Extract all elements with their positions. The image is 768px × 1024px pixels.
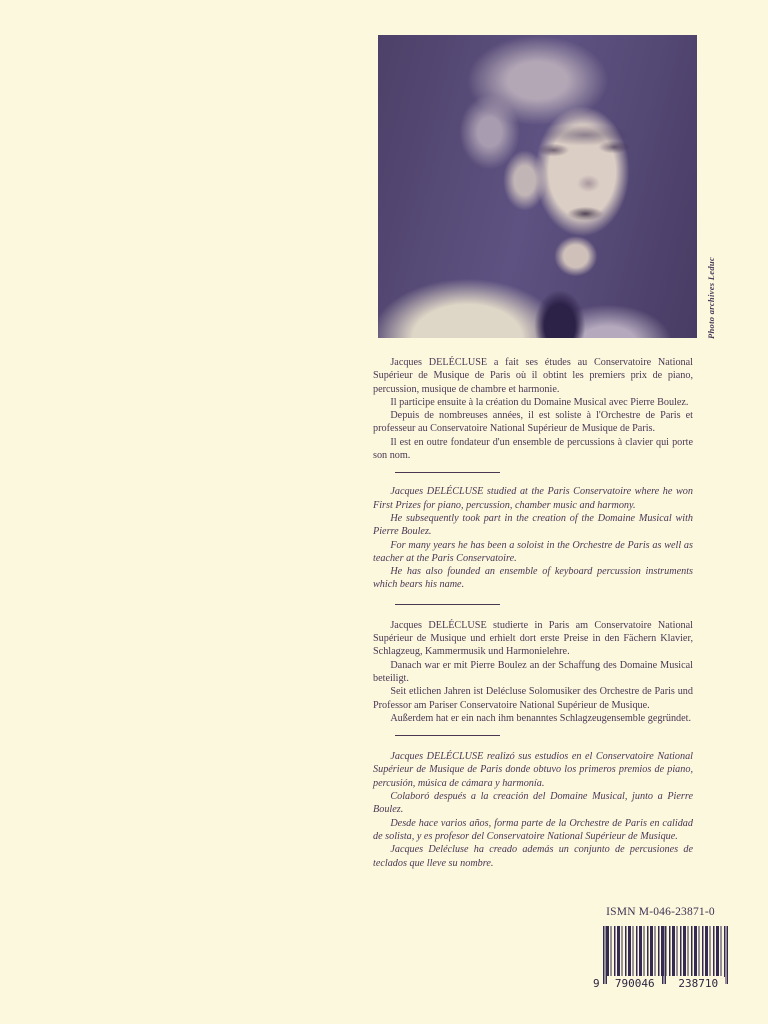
bio-paragraph: Danach war er mit Pierre Boulez an der Schaffung des Domaine Musical beteiligt. (373, 659, 693, 684)
separator-rule (395, 735, 500, 736)
bio-paragraph: Jacques DELÉCLUSE a fait ses études au Conservatoire National Supérieur de Musique de Paris où il obtint les premiers prix de piano, percussion, musique de chambre et harmonie. (373, 357, 693, 395)
bio-paragraph: He subsequently took part in the creation of the Domaine Musical with Pierre Boulez. (373, 512, 693, 538)
ismn-label: ISMN M-046-23871-0 (606, 906, 715, 918)
bio-paragraph: Jacques DELÉCLUSE studierte in Paris am Conservatoire National Supérieur de Musique und erhielt dort erste Preise in den Fächern Klavier, Schlagzeug, Kammermusik und Harmonielehre. (373, 619, 693, 658)
barcode-digits (593, 976, 730, 990)
biography-column (373, 356, 693, 870)
bio-paragraph: Depuis de nombreuses années, il est soliste à l'Orchestre de Paris et professeur au Conservatoire National Supérieur de Musique de Paris. (373, 410, 693, 435)
bio-paragraph: Il participe ensuite à la création du Domaine Musical avec Pierre Boulez. (390, 396, 689, 408)
bio-paragraph: Außerdem hat er ein nach ihm benanntes Schlagzeugensemble gegründet. (390, 712, 692, 724)
bio-paragraph: Desde hace varios años, forma parte de la Orchestre de Paris en calidad de solista, y es profesor del Conservatoire National Supérieur de Musique. (373, 817, 693, 842)
bio-paragraph: Colaboró después a la creación del Domaine Musical, junto a Pierre Boulez. (373, 791, 693, 816)
bio-paragraph: Il est en outre fondateur d'un ensemble de percussions à clavier qui porte son nom. (373, 436, 693, 462)
photo-credit-caption: Photo archives Leduc (706, 256, 716, 339)
bio-english-block (373, 485, 693, 591)
bio-spanish-block (373, 750, 693, 870)
barcode-lead-digit: 9 (593, 977, 600, 990)
barcode-digit-group: 790046 (608, 977, 662, 990)
bio-paragraph: Seit etlichen Jahren ist Delécluse Solomusiker des Orchestre de Paris und Professor am Pariser Conservatoire National Supérieur de Musique. (373, 686, 693, 711)
bio-german-block (373, 619, 693, 725)
bio-paragraph: Jacques DELÉCLUSE studied at the Paris Conservatoire where he won First Prizes for piano, percussion, chamber music and harmony. (373, 486, 693, 511)
bio-french-block (373, 356, 693, 462)
separator-rule (395, 472, 500, 473)
bio-paragraph: Jacques DELÉCLUSE realizó sus estudios en el Conservatoire National Supérieur de Musique de Paris donde obtuvo los primeros premios de piano, percusión, música de cámara y harmonía. (373, 751, 693, 789)
bio-paragraph: He has also founded an ensemble of keyboard percussion instruments which bears his name. (373, 566, 693, 591)
ean-barcode (593, 924, 730, 990)
barcode-digit-group: 238710 (672, 977, 726, 990)
bio-paragraph: Jacques Delécluse ha creado además un conjunto de percusiones de teclados que lleve su nombre. (373, 844, 693, 869)
bio-paragraph: For many years he has been a soloist in the Orchestre de Paris as well as teacher at the Paris Conservatoire. (373, 539, 693, 564)
portrait-photo (378, 35, 697, 338)
separator-rule (395, 604, 500, 605)
